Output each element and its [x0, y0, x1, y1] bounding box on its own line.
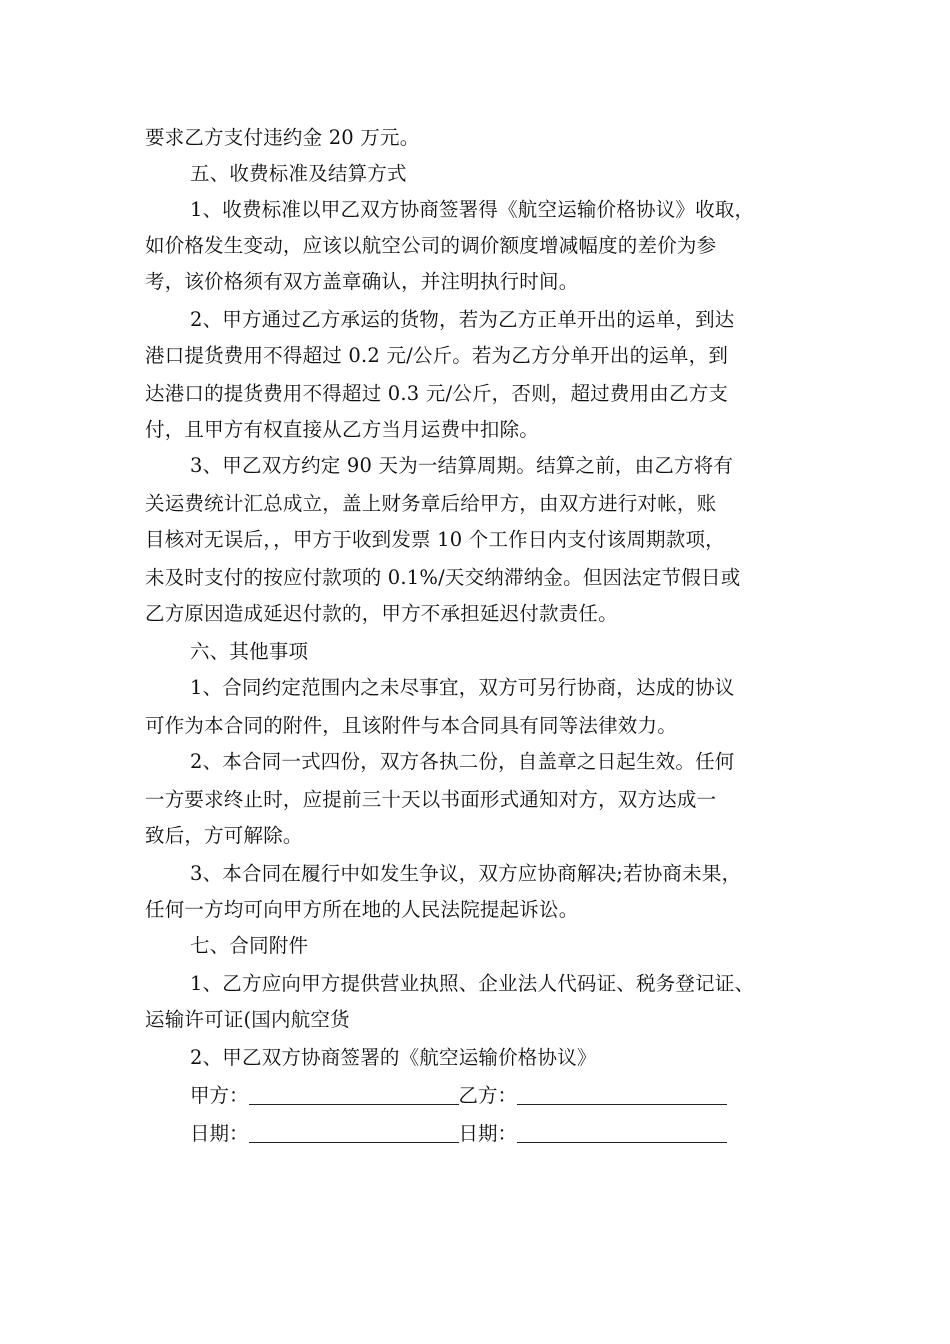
paragraph-line: 关运费统计汇总成立，盖上财务章后给甲方，由双方进行对帐，账	[145, 492, 717, 515]
party-a-blank[interactable]	[249, 1082, 459, 1105]
paragraph-line: 1、乙方应向甲方提供营业执照、企业法人代码证、税务登记证、	[190, 972, 755, 995]
paragraph-line: 付，且甲方有权直接从乙方当月运费中扣除。	[145, 418, 540, 441]
paragraph-line: 2、本合同一式四份，双方各执二份，自盖章之日起生效。任何	[190, 750, 735, 773]
paragraph-line: 3、本合同在履行中如发生争议，双方应协商解决;若协商未果，	[190, 862, 742, 885]
paragraph-line: 2、甲乙双方协商签署的《航空运输价格协议》	[190, 1046, 597, 1069]
paragraph-line: 可作为本合同的附件，且该附件与本合同具有同等法律效力。	[145, 714, 677, 737]
paragraph-line: 任何一方均可向甲方所在地的人民法院提起诉讼。	[145, 898, 579, 921]
party-b-blank[interactable]	[517, 1082, 727, 1105]
paragraph-line: 要求乙方支付违约金 20 万元。	[145, 126, 420, 149]
paragraph-line: 目核对无误后，，甲方于收到发票 10 个工作日内支付该周期款项，	[145, 528, 725, 551]
paragraph-line: 如价格发生变动，应该以航空公司的调价额度增减幅度的差价为参	[145, 234, 717, 257]
signature-row-date	[190, 1116, 727, 1152]
party-a-label: 甲方：	[190, 1084, 249, 1107]
section-heading: 六、其他事项	[190, 640, 309, 663]
section-heading: 七、合同附件	[190, 934, 309, 957]
paragraph-line: 2、甲方通过乙方承运的货物，若为乙方正单开出的运单，到达	[190, 308, 735, 331]
date-a-blank[interactable]	[249, 1120, 459, 1143]
paragraph-line: 考，该价格须有双方盖章确认，并注明执行时间。	[145, 270, 579, 293]
date-b-label: 日期：	[458, 1122, 518, 1145]
paragraph-line: 未及时支付的按应付款项的 0.1%/天交纳滞纳金。但因法定节假日或	[145, 566, 741, 589]
date-b-blank[interactable]	[517, 1120, 727, 1143]
paragraph-line: 3、甲乙双方约定 90 天为一结算周期。结算之前，由乙方将有	[190, 454, 734, 477]
paragraph-line: 一方要求终止时，应提前三十天以书面形式通知对方，双方达成一	[145, 788, 717, 811]
paragraph-line: 1、收费标准以甲乙双方协商签署得《航空运输价格协议》收取，	[190, 198, 755, 221]
party-b-label: 乙方：	[458, 1084, 518, 1107]
paragraph-line: 乙方原因造成延迟付款的，甲方不承担延迟付款责任。	[145, 602, 618, 625]
paragraph-line: 港口提货费用不得超过 0.2 元/公斤。若为乙方分单开出的运单，到	[145, 344, 729, 367]
paragraph-line: 1、合同约定范围内之未尽事宜，双方可另行协商，达成的协议	[190, 676, 735, 699]
signature-row-party	[190, 1078, 727, 1114]
date-a-label: 日期：	[190, 1122, 249, 1145]
paragraph-line: 致后，方可解除。	[145, 824, 303, 847]
paragraph-line: 运输许可证(国内航空货	[145, 1008, 350, 1031]
paragraph-line: 达港口的提货费用不得超过 0.3 元/公斤，否则，超过费用由乙方支	[145, 382, 729, 405]
section-heading: 五、收费标准及结算方式	[190, 162, 407, 185]
